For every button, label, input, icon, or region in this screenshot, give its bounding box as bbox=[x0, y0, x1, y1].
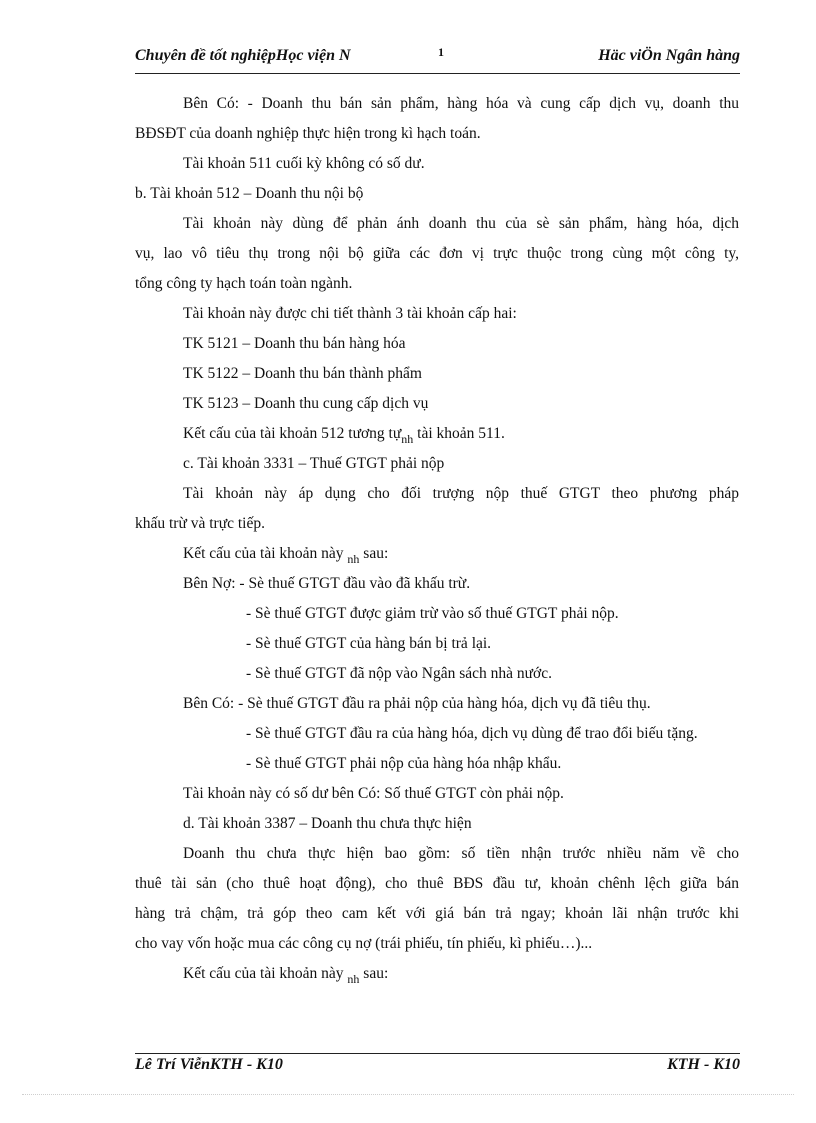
section-heading: b. Tài khoản 512 – Doanh thu nội bộ bbox=[135, 185, 364, 202]
list-item: - Sè thuế GTGT được giảm trừ vào số thuế GTGT phải nộp. bbox=[246, 605, 619, 622]
paragraph-line: Tài khoản này có số dư bên Có: Số thuế GTGT còn phải nộp. bbox=[183, 785, 564, 802]
paragraph-line bbox=[183, 425, 505, 446]
footer-author: Lê Trí ViễnKTH - K10 bbox=[135, 1056, 283, 1073]
paragraph-line: Doanh thu chưa thực hiện bao gồm: số tiền nhận trước nhiều năm về cho bbox=[183, 845, 739, 862]
paragraph-line: Bên Có: - Sè thuế GTGT đầu ra phải nộp của hàng hóa, dịch vụ đã tiêu thụ. bbox=[183, 695, 651, 712]
footer-class: KTH - K10 bbox=[667, 1056, 740, 1073]
list-item: - Sè thuế GTGT phải nộp của hàng hóa nhập khẩu. bbox=[246, 755, 562, 772]
paragraph-line: hàng trả chậm, trả góp theo cam kết với giá bán trả ngay; khoản lãi nhận trước khi bbox=[135, 905, 739, 922]
paragraph-line: cho vay vốn hoặc mua các công cụ nợ (trái phiếu, tín phiếu, kì phiếu…)... bbox=[135, 935, 593, 952]
list-item: TK 5123 – Doanh thu cung cấp dịch vụ bbox=[183, 395, 429, 412]
header-title: Chuyên đề tốt nghiệpHọc viện N bbox=[135, 47, 351, 64]
paragraph-line: BĐSĐT của doanh nghiệp thực hiện trong kì hạch toán. bbox=[135, 125, 481, 142]
text-run-subscript: nh bbox=[347, 552, 360, 566]
paragraph-line: Bên Nợ: - Sè thuế GTGT đầu vào đã khấu trừ. bbox=[183, 575, 471, 592]
text-run: sau: bbox=[359, 545, 389, 562]
page-number: 1 bbox=[438, 45, 444, 59]
section-heading: d. Tài khoản 3387 – Doanh thu chưa thực hiện bbox=[183, 815, 472, 832]
paragraph-line: Tài khoản này dùng để phản ánh doanh thu của sè sản phẩm, hàng hóa, dịch bbox=[183, 215, 739, 232]
text-run: sau: bbox=[359, 965, 389, 982]
text-run: Kết cấu của tài khoản này bbox=[183, 545, 344, 562]
footer-divider bbox=[135, 1053, 740, 1054]
section-heading: c. Tài khoản 3331 – Thuế GTGT phải nộp bbox=[183, 455, 445, 472]
paragraph-line: Tài khoản 511 cuối kỳ không có số dư. bbox=[183, 155, 425, 172]
header-divider bbox=[135, 73, 740, 74]
page-edge-divider bbox=[22, 1094, 794, 1095]
text-run-subscript: nh bbox=[401, 432, 414, 446]
paragraph-line: thuê tài sản (cho thuê hoạt động), cho thuê BĐS đầu tư, khoản chênh lệch giữa bán bbox=[135, 875, 739, 892]
text-run: Kết cấu của tài khoản 512 tương tự bbox=[183, 425, 402, 442]
list-item: - Sè thuế GTGT đã nộp vào Ngân sách nhà nước. bbox=[246, 665, 552, 682]
paragraph-line: Tài khoản này áp dụng cho đối trượng nộp thuế GTGT theo phương pháp bbox=[183, 485, 739, 502]
list-item: - Sè thuế GTGT đầu ra của hàng hóa, dịch vụ dùng để trao đổi biếu tặng. bbox=[246, 725, 698, 742]
paragraph-line bbox=[183, 545, 389, 566]
page-header bbox=[135, 47, 740, 73]
paragraph-line: tổng công ty hạch toán toàn ngành. bbox=[135, 275, 353, 292]
text-run: Kết cấu của tài khoản này bbox=[183, 965, 344, 982]
list-item: TK 5122 – Doanh thu bán thành phẩm bbox=[183, 365, 422, 382]
paragraph-line: Tài khoản này được chi tiết thành 3 tài khoản cấp hai: bbox=[183, 305, 517, 322]
text-run: tài khoản 511. bbox=[413, 425, 505, 442]
header-institution: Häc viÖn Ngân hàng bbox=[598, 47, 740, 64]
text-run-subscript: nh bbox=[347, 972, 360, 986]
list-item: - Sè thuế GTGT của hàng bán bị trả lại. bbox=[246, 635, 492, 652]
page-footer bbox=[135, 1056, 740, 1078]
paragraph-line bbox=[183, 965, 389, 986]
list-item: TK 5121 – Doanh thu bán hàng hóa bbox=[183, 335, 406, 352]
paragraph-line: Bên Có: - Doanh thu bán sản phẩm, hàng hóa và cung cấp dịch vụ, doanh thu bbox=[183, 95, 739, 112]
paragraph-line: vụ, lao vô tiêu thụ trong nội bộ giữa các đơn vị trực thuộc trong cùng một công ty, bbox=[135, 245, 739, 262]
paragraph-line: khấu trừ và trực tiếp. bbox=[135, 515, 265, 532]
